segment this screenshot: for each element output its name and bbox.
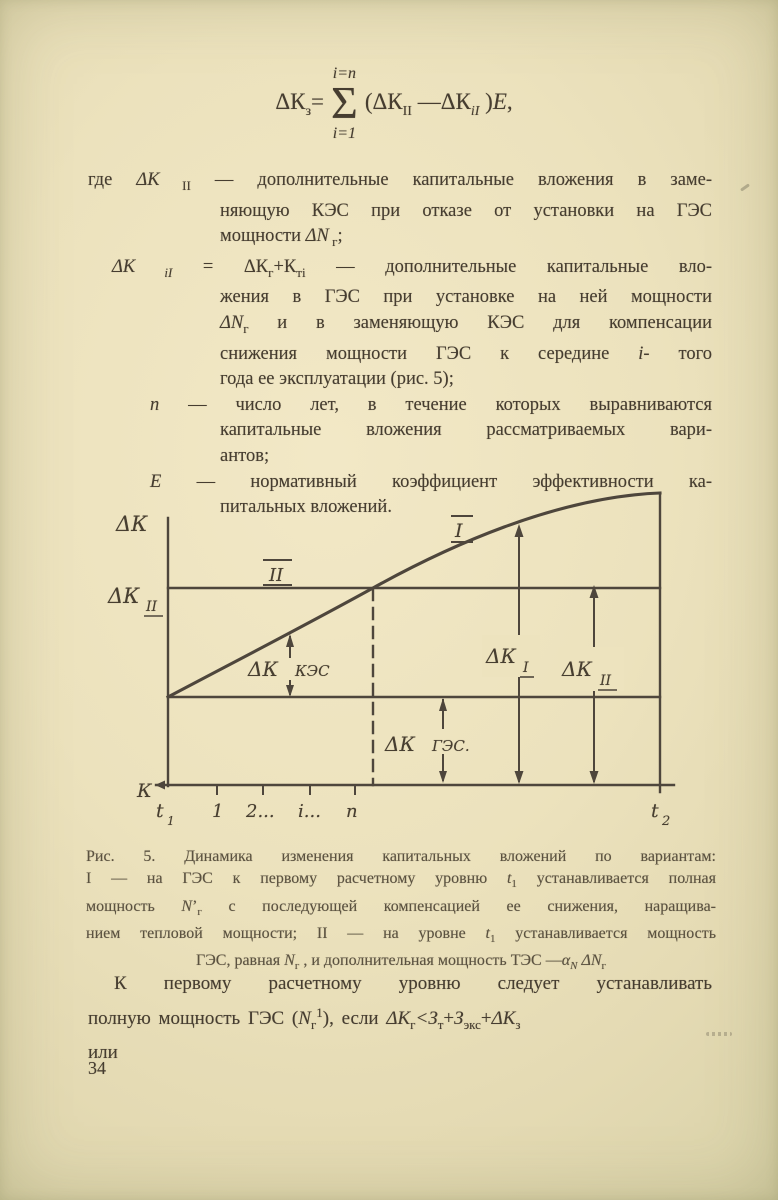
rhs-comma: , (506, 88, 513, 114)
var-alpha: α (561, 952, 571, 970)
var-delta-n: ΔN (220, 312, 244, 333)
text-segment: — дополнительные капитальные вло- (305, 256, 712, 277)
plus-sign: + (443, 1007, 455, 1029)
prime-mark: ’ (192, 897, 198, 915)
text-segment: ; (337, 226, 343, 247)
text-segment: мощность (86, 897, 182, 915)
t2-sub: 2 (662, 814, 671, 829)
var-t: t (485, 924, 490, 942)
plus-sign: + (480, 1007, 492, 1029)
var-sub: 1 (511, 878, 517, 891)
text-segment: года ее эксплуатации (рис. 5); (220, 369, 454, 390)
ineq-delta-k: ΔК (491, 1007, 516, 1029)
formula-rhs (365, 89, 513, 120)
var-sub: г (601, 960, 607, 973)
text-segment: устанавливается полная (516, 870, 716, 888)
arrowhead-down (515, 771, 524, 784)
text-segment: К первому расчетному уровню следует устанавливать (114, 973, 712, 994)
delta-k1-label: ΔК (486, 644, 516, 668)
var-n-prime: N (181, 897, 193, 915)
caption-line (86, 868, 716, 895)
text-segment: и в заменяющую КЭС для компенсации (248, 312, 712, 333)
formula-lhs-sub: з (305, 103, 312, 119)
less-than: < (415, 1007, 429, 1029)
rhs-minus-term: —ΔК (411, 88, 471, 114)
text-segment: I — на ГЭС к первому расчетному уровню (86, 870, 507, 888)
summation (331, 66, 358, 142)
text-line (88, 1039, 712, 1068)
ges-label: ΔК (385, 732, 415, 756)
var-z: З (428, 1007, 438, 1029)
var-delta-n: ΔN (305, 226, 329, 247)
text-line (150, 393, 712, 419)
delta-k2-sub: II (600, 673, 612, 689)
figure-caption (86, 846, 716, 977)
text-line (88, 999, 712, 1040)
var-sub: г (268, 264, 274, 280)
t2-label: t (651, 800, 659, 822)
var-sub: г (294, 960, 300, 973)
text-line (220, 418, 712, 444)
equation-delta-k (0, 66, 778, 142)
scan-artifact (706, 1032, 732, 1036)
formula-equals: = (311, 88, 325, 114)
scan-artifact (740, 183, 750, 191)
figure-5-diagram (0, 485, 778, 845)
text-segment: — дополнительные капитальные вложения в заме- (190, 170, 712, 190)
x-axis-left-arrowhead (155, 781, 165, 790)
var-sub: г (328, 234, 338, 250)
text-segment: +К (273, 256, 297, 277)
t1-sub: 1 (167, 814, 175, 828)
text-segment: полную мощность ГЭС ( (88, 1007, 299, 1029)
text-segment: ), если (322, 1007, 387, 1029)
y-axis-label: ΔК (116, 512, 148, 536)
var-sub: з (515, 1016, 521, 1032)
text-segment: Рис. 5. Динамика изменения капитальных вложений по вариантам: (86, 848, 716, 865)
formula-lhs (275, 89, 324, 120)
text-segment: или (88, 1042, 118, 1063)
caption-line (86, 923, 716, 950)
text-line (88, 168, 712, 199)
text-segment: мощности (220, 226, 306, 247)
sigma-symbol: Σ (331, 77, 358, 128)
definitions-block (88, 168, 712, 521)
tick-label-i: i... (298, 801, 321, 822)
text-segment: нием тепловой мощности; II — на уровне (86, 924, 486, 942)
text-segment: снижения мощности ГЭС к середине (220, 343, 639, 364)
text-line (220, 444, 712, 470)
caption-line (86, 896, 716, 923)
text-segment: капитальные вложения рассматриваемых вари- (220, 420, 712, 441)
text-line (112, 255, 712, 286)
caption-line (86, 846, 716, 868)
var-sub: г (243, 320, 249, 336)
curve-i-label: I (455, 520, 463, 542)
formula-lhs-base: ΔК (275, 88, 306, 114)
var-sub: N (570, 960, 578, 973)
text-segment: = ΔК (172, 256, 269, 277)
text-segment: устанавливается мощность (495, 924, 717, 942)
text-segment: где (88, 170, 137, 190)
curve-ii-label: II (269, 565, 284, 586)
rhs-sub-ii: II (402, 103, 412, 119)
var-sup: 1 (316, 1004, 323, 1020)
text-segment: - того (643, 343, 712, 364)
term-n: n (150, 394, 160, 415)
var-sub: т (437, 1016, 444, 1032)
delta-k1-sub: I (523, 660, 529, 676)
tick-label-1: 1 (212, 801, 224, 822)
rhs-sub-il: iI (470, 103, 480, 119)
tick-label-2: 2... (246, 801, 275, 822)
arrowhead-up (515, 524, 524, 537)
rhs-close: ) (479, 88, 493, 114)
text-segment: жения в ГЭС при установке на ней мощности (220, 287, 712, 308)
var-i: i (638, 343, 644, 364)
sum-lower-limit: i=1 (332, 125, 357, 142)
var-sub: г (310, 1016, 317, 1032)
text-segment: питальных вложений. (220, 497, 392, 518)
delta-k2-label: ΔК (562, 657, 592, 681)
tick-label-n: n (346, 801, 358, 822)
var-t: t (506, 870, 512, 888)
y-level-sub: II (146, 599, 158, 615)
y-level-label: ΔК (108, 584, 140, 608)
arrowhead-down (439, 771, 447, 783)
term-delta-k-ii: ΔК (136, 170, 160, 190)
text-line (220, 367, 712, 393)
rhs-open: (ΔК (364, 88, 403, 114)
ges-label-sub: ГЭС. (432, 737, 470, 755)
var-sub: тi (296, 264, 306, 280)
term-sub: iI (135, 264, 173, 280)
var-n: N (284, 952, 295, 970)
arrowhead-up (439, 698, 447, 711)
text-line (220, 285, 712, 311)
text-segment: ГЭС, равная (195, 952, 285, 970)
term-sub: II (159, 178, 191, 193)
term-delta-k-il: ΔК (112, 256, 136, 277)
kes-label-sub: КЭС (295, 662, 330, 680)
var-n: N (298, 1007, 311, 1029)
text-segment: , и дополнительная мощность ТЭС — (299, 952, 562, 970)
arrowhead-down (286, 685, 294, 697)
rhs-factor-e: E (492, 88, 507, 114)
text-line (88, 970, 712, 999)
text-line (220, 311, 712, 342)
arrowhead-down (590, 771, 599, 784)
var-sub: г (410, 1016, 416, 1032)
var-delta-n: ΔN (577, 952, 602, 970)
text-segment: антов; (220, 445, 270, 466)
closing-paragraph (88, 970, 712, 1068)
ineq-delta-k: ΔК (386, 1007, 411, 1029)
var-sub: 1 (490, 932, 496, 945)
t1-label: t (156, 800, 164, 822)
text-segment: с последующей компенсацией ее снижения, наращива- (201, 897, 717, 915)
origin-label: К (137, 780, 152, 802)
kes-label: ΔК (248, 657, 278, 681)
text-segment: няющую КЭС при отказе от установки на ГЭС (220, 200, 712, 221)
term-e: E (150, 471, 162, 492)
var-sub: экс (463, 1016, 481, 1032)
page-number: 34 (88, 1058, 106, 1078)
text-line (220, 199, 712, 225)
text-line (220, 224, 712, 255)
text-segment: — нормативный коэффициент эффективности ка- (161, 471, 712, 492)
var-z: З (454, 1007, 464, 1029)
text-line (220, 342, 712, 368)
var-sub: г (197, 905, 202, 918)
sum-upper-limit: i=n (332, 65, 357, 82)
text-segment: — число лет, в течение которых выравниваются (159, 394, 712, 415)
